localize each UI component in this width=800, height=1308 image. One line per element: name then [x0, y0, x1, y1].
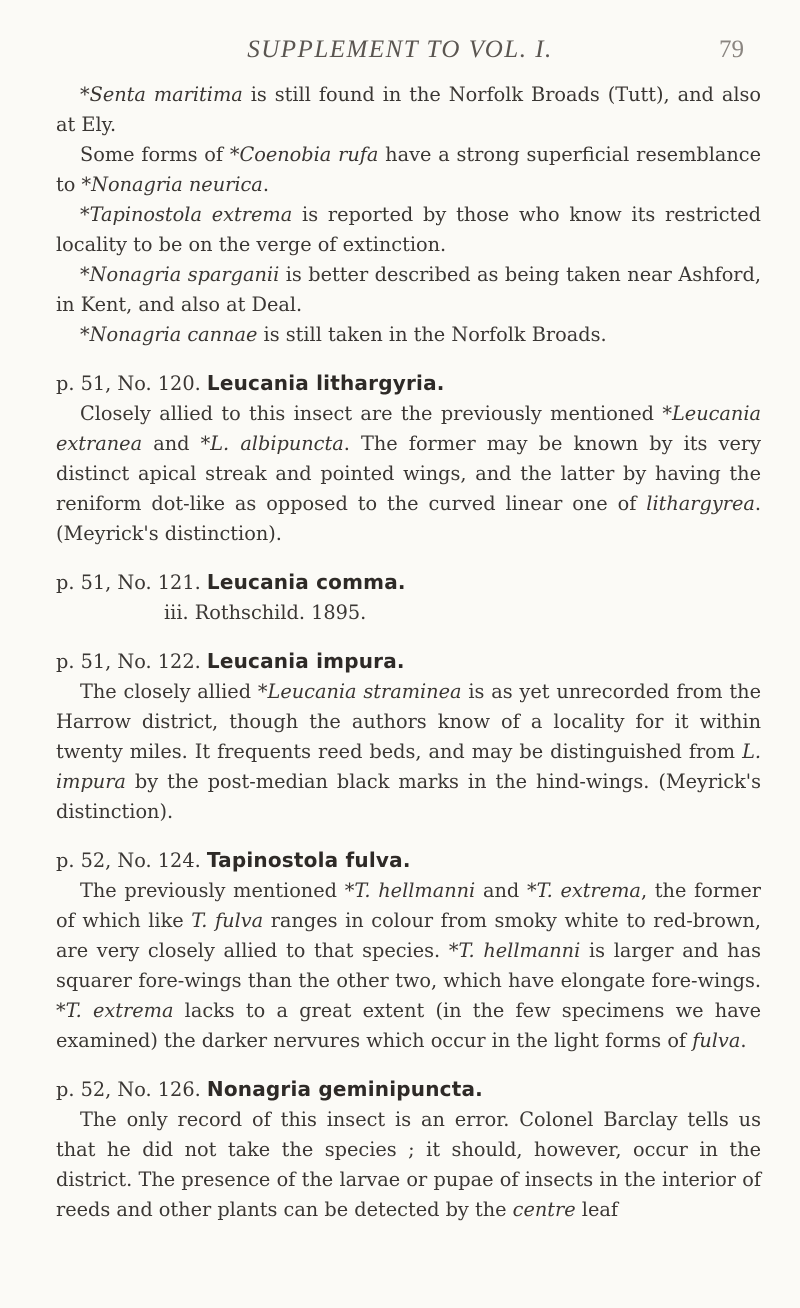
entry-heading: Leucania impura. [206, 649, 405, 673]
entry-text: iii. Rothschild. 1895. [164, 601, 367, 624]
entry-text: The previously mentioned *T. hellmanni and *T. extrema, the former of which like T. fulva ranges in colour from smoky white to red-brown, are very closely allied to that species. *T. hellmanni is larger and has squarer fore-wings than the other two, which have elongate fore-wings. *T. extrema lacks to a great extent (in the few specimens we have examined) the darker nervures which occur in the light forms of fulva. [56, 879, 761, 1052]
paragraph-nonagria-sparganii: *Nonagria sparganii is better described as being taken near Ashford, in Kent, and also at Deal. [56, 263, 761, 316]
species-name: Tapinostola extrema [89, 203, 293, 226]
entry-heading-line [56, 567, 761, 598]
entry-text: Closely allied to this insect are the previously mentioned *Leucania extranea and *L. albipuncta. The former may be known by its very distinct apical streak and pointed wings, and the latter by having the reniform dot-like as opposed to the curved linear one of lithargyrea. (Meyrick's distinction). [56, 402, 761, 545]
entry-heading-line [56, 845, 761, 876]
entry-heading-line [56, 368, 761, 399]
paragraph-tapinostola-extrema: *Tapinostola extrema is reported by those who know its restricted locality to be on the verge of extinction. [56, 203, 762, 256]
page-number: 79 [719, 36, 744, 63]
species-name: Senta maritima [89, 83, 243, 106]
species-name: Nonagria neurica [91, 173, 263, 196]
paragraph-senta-maritima: *Senta maritima is still found in the Norfolk Broads (Tutt), and also at Ely. [56, 83, 762, 136]
species-name: Coenobia rufa [239, 143, 379, 166]
entry-reference: p. 52, No. 126. [56, 1078, 201, 1101]
entry-heading-line [56, 646, 761, 677]
species-name: Nonagria sparganii [89, 263, 280, 286]
body-text [56, 80, 761, 1225]
entry-text: The closely allied *Leucania straminea is as yet unrecorded from the Harrow district, though the authors know of a locality for it within twenty miles. It frequents reed beds, and may be distinguished from L. impura by the post-median black marks in the hind-wings. (Meyrick's distinction). [56, 680, 761, 823]
entry-heading: Tapinostola fulva. [206, 848, 411, 872]
paragraph-coenobia-rufa: Some forms of *Coenobia rufa have a strong superficial resemblance to *Nonagria neurica. [56, 143, 761, 196]
entry-heading: Leucania lithargyria. [206, 371, 445, 395]
entry-heading: Nonagria geminipuncta. [206, 1077, 483, 1101]
entry-reference: p. 52, No. 124. [56, 849, 201, 872]
paragraph-nonagria-cannae: *Nonagria cannae is still taken in the Norfolk Broads. [80, 323, 607, 346]
entry-reference: p. 51, No. 122. [56, 650, 201, 673]
entry-heading: Leucania comma. [206, 570, 406, 594]
running-title: SUPPLEMENT TO VOL. I. [247, 36, 553, 63]
species-name: Nonagria cannae [89, 323, 258, 346]
entry-reference: p. 51, No. 121. [56, 571, 201, 594]
page-header [0, 36, 800, 76]
entry-heading-line [56, 1074, 761, 1105]
entry-reference: p. 51, No. 120. [56, 372, 201, 395]
entry-text: The only record of this insect is an error. Colonel Barclay tells us that he did not take the species ; it should, however, occur in the district. The presence of the larvae or pupae of insects in the interior of reeds and other plants can be detected by the centre leaf [56, 1108, 761, 1221]
